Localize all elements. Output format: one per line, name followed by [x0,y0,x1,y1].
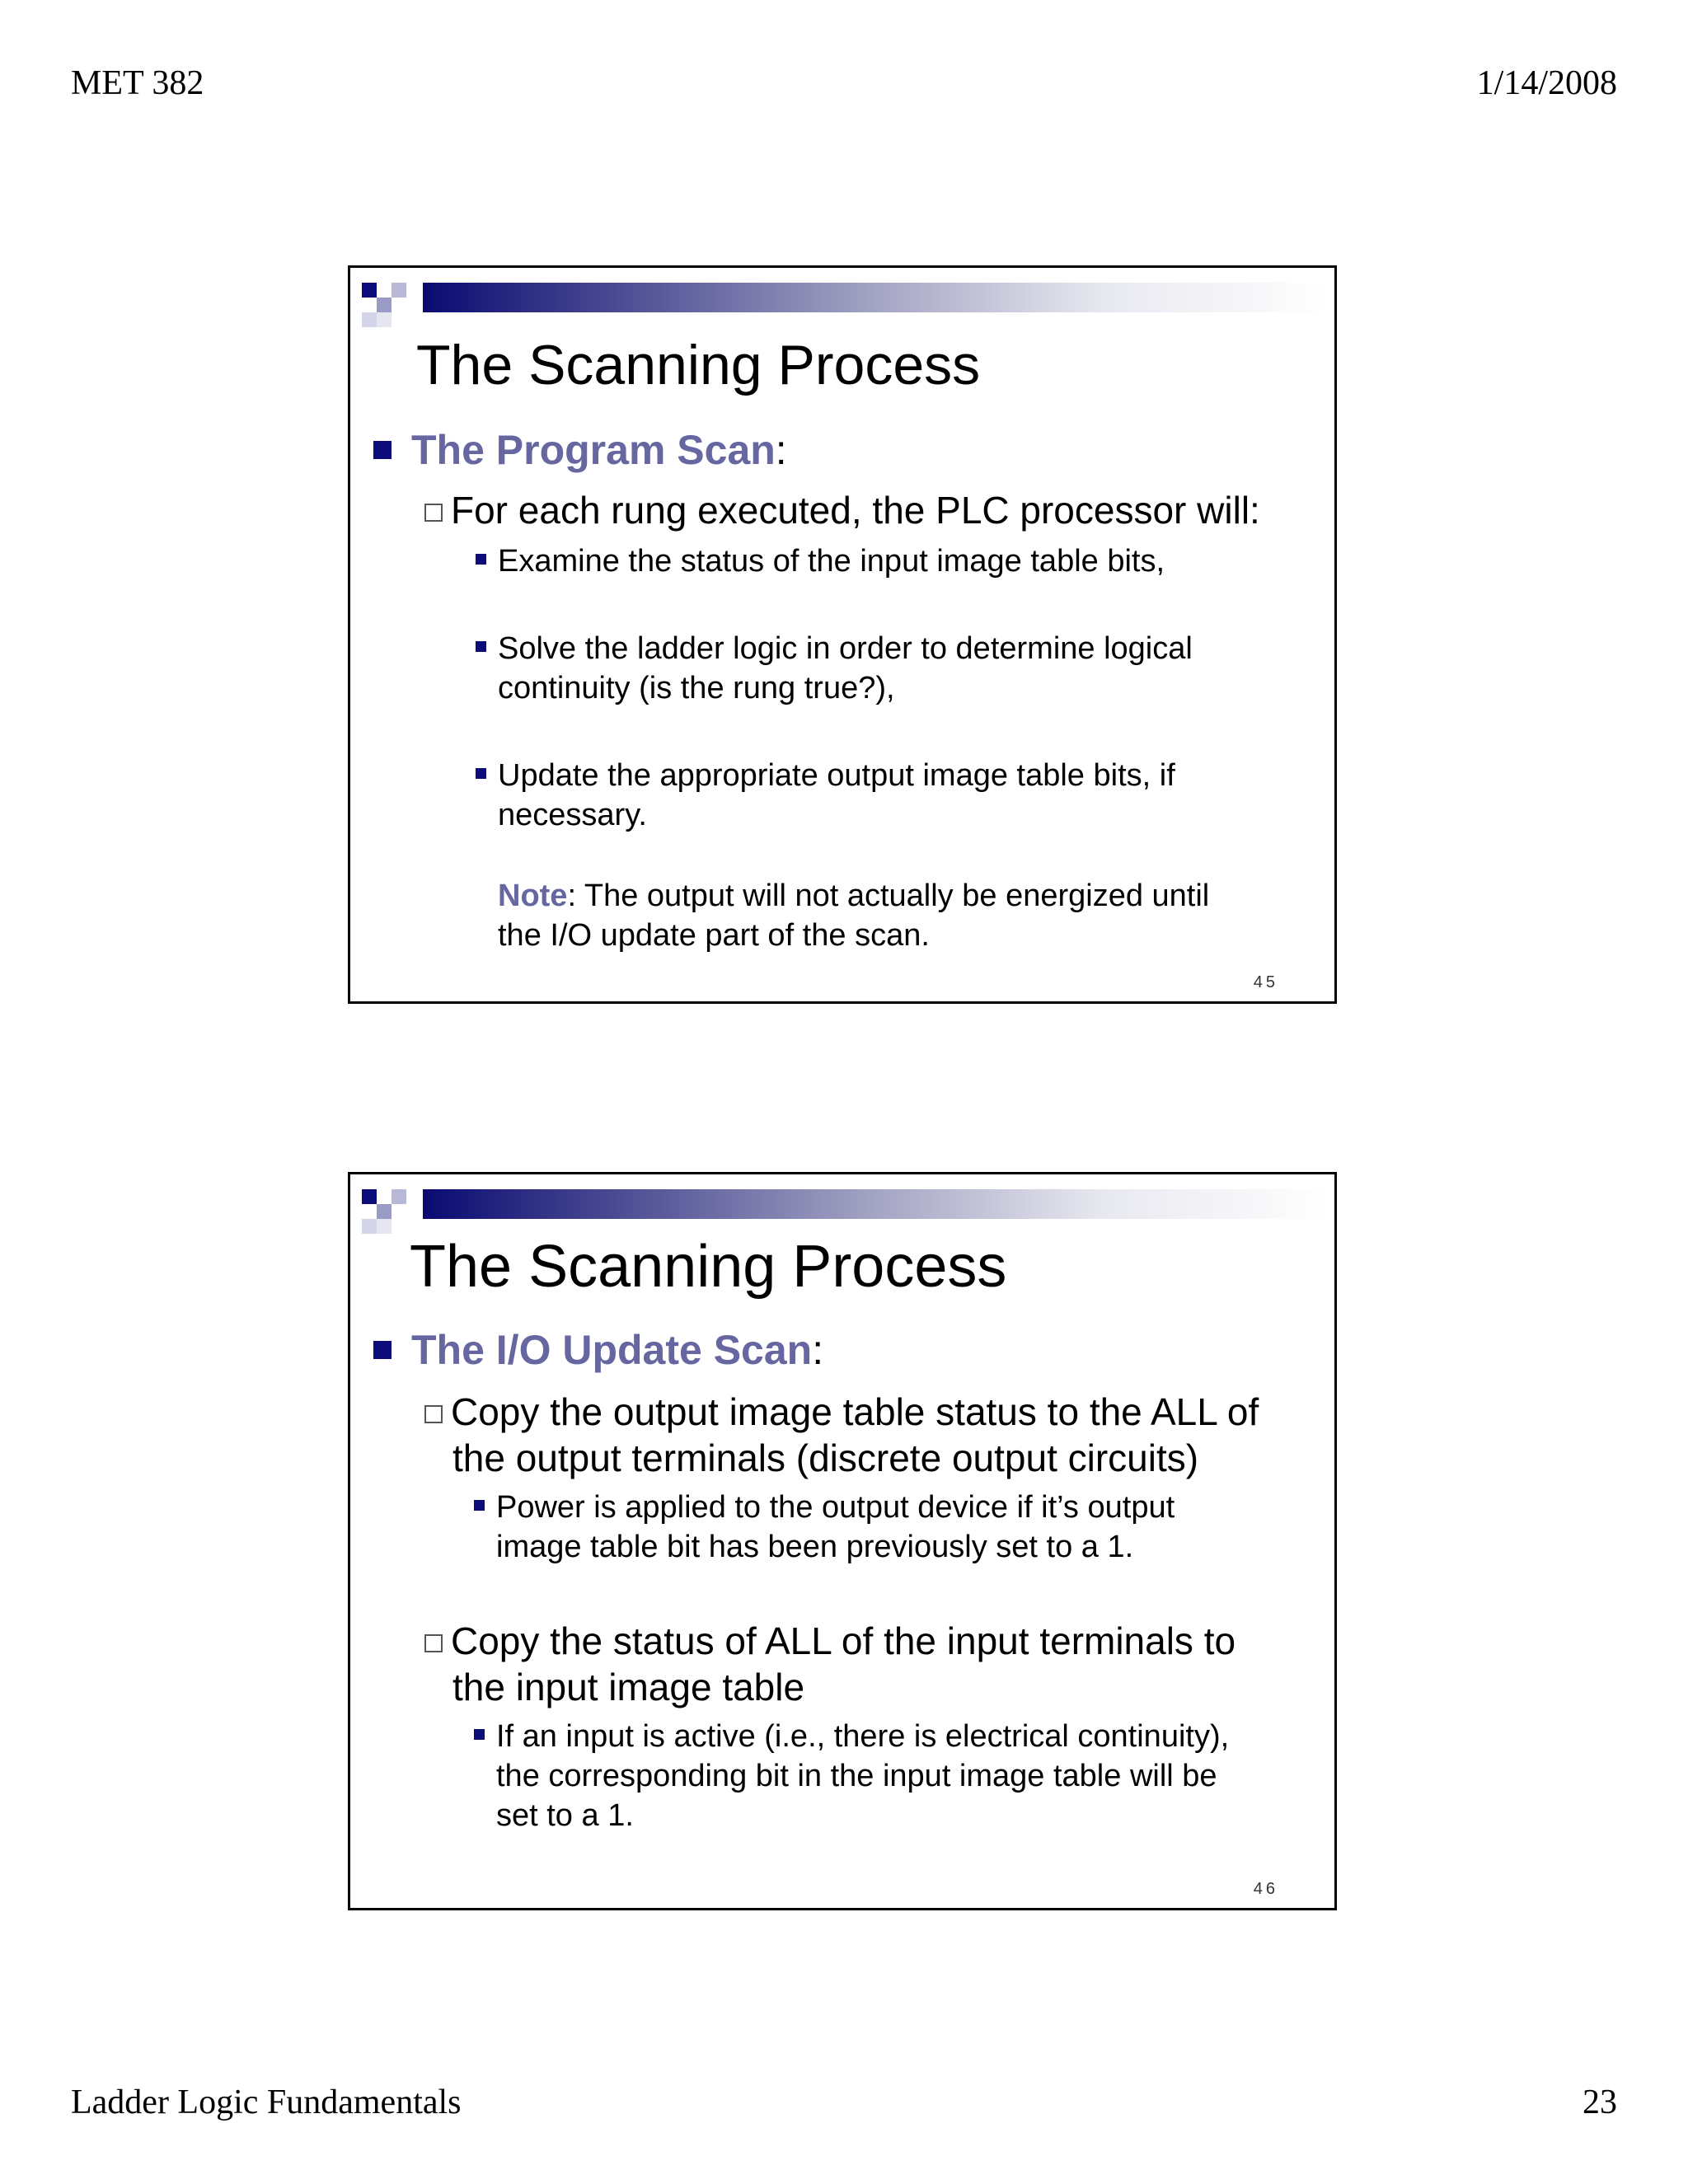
decor-square [392,1189,406,1204]
level2-item [424,1389,1259,1481]
slide-number: 46 [1253,1880,1278,1898]
small-square-bullet-icon [474,1500,485,1511]
square-bullet-icon [373,1341,392,1359]
level3-item [474,1488,1290,1567]
level2-text: Copy the output image table status to the ALL of [451,1390,1259,1433]
level2-item [424,1618,1236,1710]
slide-45 [348,265,1337,1004]
level2-text-cont: the input image table [452,1666,805,1708]
note-text: : The output will not actually be energized until [567,879,1210,913]
decor-square [377,298,392,312]
page-header-course: MET 382 [71,64,204,102]
level3-text: Power is applied to the output device if it’s output [496,1490,1175,1525]
title-band [423,1189,1329,1219]
level3-item [476,629,1292,708]
small-square-bullet-icon [476,554,486,565]
small-square-bullet-icon [474,1729,485,1740]
decor-square [362,312,377,327]
level2-text: Copy the status of ALL of the input terminals to [451,1619,1236,1662]
level3-text-cont: set to a 1. [496,1798,634,1833]
decor-square [377,1219,392,1234]
page-header-date: 1/14/2008 [1476,64,1617,102]
level3-text-cont: the corresponding bit in the input image table will be [496,1759,1217,1793]
level3-text-cont: necessary. [498,798,647,832]
level1-bullet [373,1329,823,1371]
decor-square [392,283,406,298]
small-square-bullet-icon [476,768,486,779]
level3-item [476,541,1292,581]
page-footer-title: Ladder Logic Fundamentals [71,2083,462,2121]
level3-item [476,756,1292,835]
hollow-square-bullet-icon [424,1405,443,1423]
level3-text: Update the appropriate output image table bits, if [498,758,1175,793]
hollow-square-bullet-icon [424,1634,443,1652]
slide-46 [348,1172,1337,1910]
decor-square [362,283,377,298]
hollow-square-bullet-icon [424,504,443,522]
slide-title: The Scanning Process [416,334,981,396]
level2-text-cont: the output terminals (discrete output circuits) [452,1436,1199,1479]
note-key: Note [498,879,568,913]
level2-text: For each rung executed, the PLC processor will: [451,489,1260,532]
square-bullet-icon [373,441,392,459]
level3-item [474,1717,1290,1835]
title-band [423,283,1329,312]
level2-item [424,487,1260,533]
slide-number: 45 [1253,973,1278,991]
heading-accent: The I/O Update Scan [411,1327,813,1373]
note [498,876,1289,955]
heading-suffix: : [775,427,787,473]
heading-accent: The Program Scan [411,427,776,473]
heading-suffix: : [812,1327,824,1373]
small-square-bullet-icon [476,641,486,652]
level3-text: Solve the ladder logic in order to determine logical [498,631,1193,666]
page-number: 23 [1582,2083,1617,2121]
level3-text-cont: continuity (is the rung true?), [498,671,895,705]
note-text-cont: the I/O update part of the scan. [498,918,930,953]
decor-square [377,312,392,327]
decor-square [362,1219,377,1234]
level3-text-cont: image table bit has been previously set to a 1. [496,1530,1134,1564]
decor-square [362,1189,377,1204]
level1-bullet [373,429,787,471]
level3-text: Examine the status of the input image table bits, [498,544,1165,579]
level3-text: If an input is active (i.e., there is electrical continuity), [496,1719,1230,1754]
decor-square [377,1204,392,1219]
slide-title: The Scanning Process [410,1234,1007,1300]
